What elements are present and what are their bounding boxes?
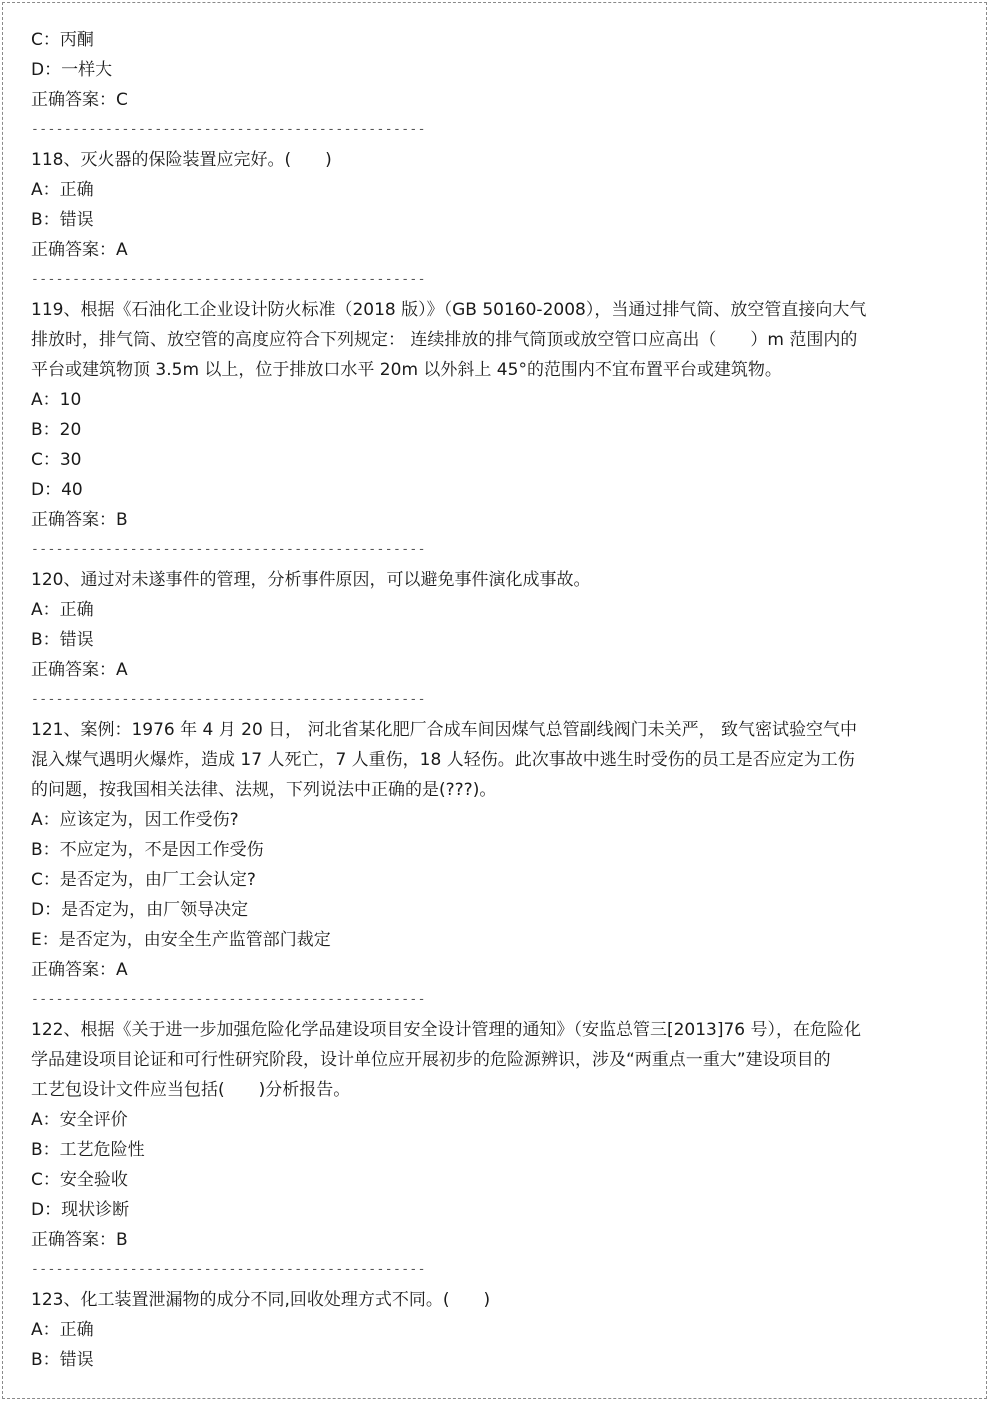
option-c: C：安全验收 bbox=[31, 1170, 128, 1190]
correct-answer: 正确答案：A bbox=[31, 960, 128, 980]
question-122 bbox=[31, 1015, 881, 1255]
question-text-line-1: 121、案例：1976 年 4 月 20 日， 河北省某化肥厂合成车间因煤气总管副线阀门未关严， 致气密试验空气中 bbox=[31, 720, 857, 740]
question-text-line-3: 工艺包设计文件应当包括( )分析报告。 bbox=[31, 1080, 351, 1100]
option-e: E：是否定为，由安全生产监管部门裁定 bbox=[31, 930, 331, 950]
question-119 bbox=[31, 295, 881, 535]
option-d: D：40 bbox=[31, 480, 83, 500]
option-a: A：正确 bbox=[31, 1320, 94, 1340]
question-text-line-1: 122、根据《关于进一步加强危险化学品建设项目安全设计管理的通知》（安监总管三[2013]76 号），在危险化 bbox=[31, 1020, 862, 1040]
question-121 bbox=[31, 715, 881, 985]
question-text-line-1: 119、根据《石油化工企业设计防火标准（2018 版）》（GB 50160-2008），当通过排气筒、放空管直接向大气 bbox=[31, 300, 867, 320]
correct-answer: 正确答案：A bbox=[31, 240, 128, 260]
option-d: D：现状诊断 bbox=[31, 1200, 130, 1220]
separator: ------------------------------------------------ bbox=[31, 992, 426, 1007]
question-123 bbox=[31, 1285, 881, 1375]
question-text-line-2: 混入煤气遇明火爆炸，造成 17 人死亡，7 人重伤，18 人轻伤。此次事故中逃生时受伤的员工是否应定为工伤 bbox=[31, 750, 855, 770]
question-118 bbox=[31, 145, 881, 265]
option-c: C：30 bbox=[31, 450, 82, 470]
option-a: A：正确 bbox=[31, 180, 94, 200]
question-117-tail bbox=[31, 25, 881, 115]
question-text: 118、灭火器的保险装置应完好。( ) bbox=[31, 150, 332, 170]
option-b: B：20 bbox=[31, 420, 82, 440]
question-text-line-2: 排放时，排气筒、放空管的高度应符合下列规定： 连续排放的排气筒顶或放空管口应高出（ ）m 范围内的 bbox=[31, 330, 858, 350]
question-text-line-3: 平台或建筑物顶 3.5m 以上，位于排放口水平 20m 以外斜上 45°的范围内不宜布置平台或建筑物。 bbox=[31, 360, 782, 380]
correct-answer: 正确答案：B bbox=[31, 1230, 128, 1250]
correct-answer: 正确答案：B bbox=[31, 510, 128, 530]
document-content bbox=[31, 25, 881, 1375]
correct-answer: 正确答案：C bbox=[31, 90, 128, 110]
separator: ------------------------------------------------ bbox=[31, 542, 426, 557]
question-text: 123、化工装置泄漏物的成分不同,回收处理方式不同。( ) bbox=[31, 1290, 491, 1310]
option-b: B：不应定为，不是因工作受伤 bbox=[31, 840, 264, 860]
question-text-line-2: 学品建设项目论证和可行性研究阶段，设计单位应开展初步的危险源辨识，涉及“两重点一重大”建设项目的 bbox=[31, 1050, 831, 1070]
option-a: A：安全评价 bbox=[31, 1110, 128, 1130]
correct-answer: 正确答案：A bbox=[31, 660, 128, 680]
separator: ------------------------------------------------ bbox=[31, 692, 426, 707]
option-b: B：工艺危险性 bbox=[31, 1140, 145, 1160]
question-120 bbox=[31, 565, 881, 685]
question-text-line-3: 的问题，按我国相关法律、法规，下列说法中正确的是(???)。 bbox=[31, 780, 497, 800]
separator: ------------------------------------------------ bbox=[31, 1262, 426, 1277]
option-b: B：错误 bbox=[31, 1350, 94, 1370]
separator: ------------------------------------------------ bbox=[31, 272, 426, 287]
option-b: B：错误 bbox=[31, 630, 94, 650]
option-a: A：正确 bbox=[31, 600, 94, 620]
option-a: A：10 bbox=[31, 390, 82, 410]
separator: ------------------------------------------------ bbox=[31, 122, 426, 137]
option-d: D：是否定为，由厂领导决定 bbox=[31, 900, 249, 920]
option-d: D：一样大 bbox=[31, 60, 113, 80]
option-a: A：应该定为，因工作受伤? bbox=[31, 810, 239, 830]
option-b: B：错误 bbox=[31, 210, 94, 230]
option-c: C：丙酮 bbox=[31, 30, 94, 50]
option-c: C：是否定为，由厂工会认定? bbox=[31, 870, 256, 890]
question-text: 120、通过对未遂事件的管理，分析事件原因，可以避免事件演化成事故。 bbox=[31, 570, 591, 590]
